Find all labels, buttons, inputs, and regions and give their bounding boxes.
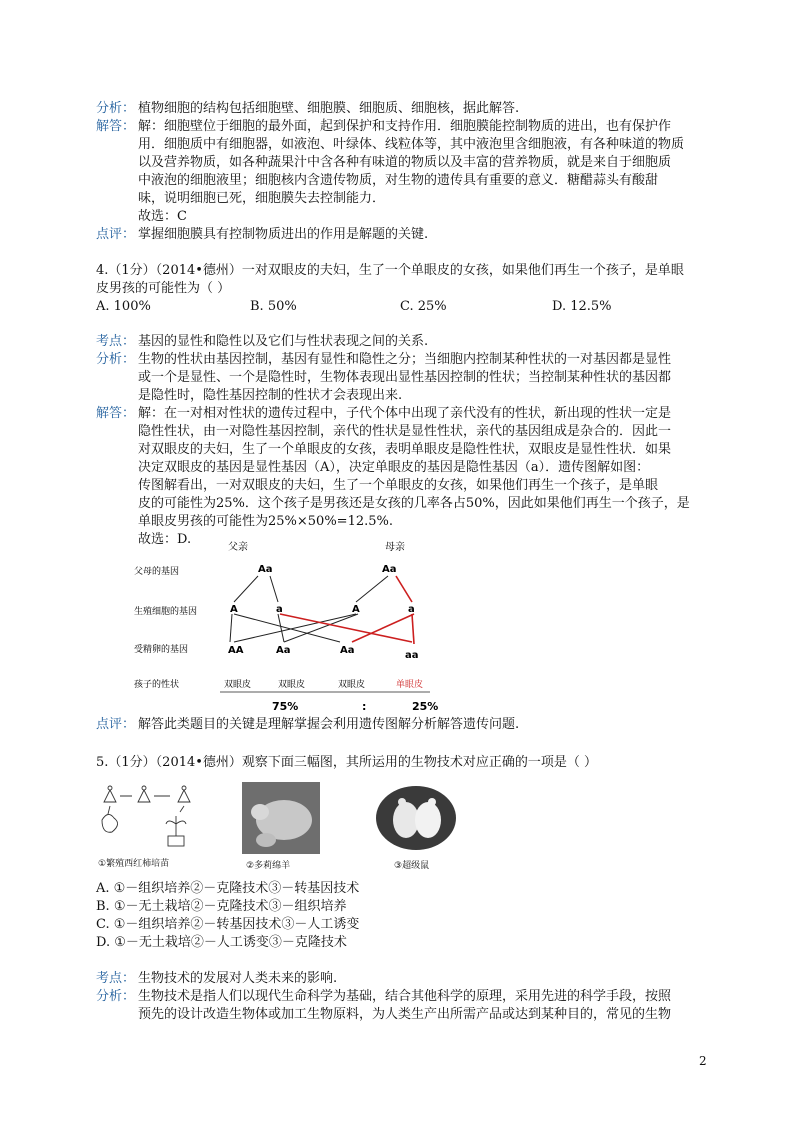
q5-analysis-line: 生物技术是指人们以现代生命科学为基础，结合其他科学的原理，采用先进的科学手段，按照 [138, 989, 672, 1004]
q5-option-b: B. ①－无土栽培②－克隆技术③－组织培养 [96, 899, 347, 914]
q5-option-c: C. ①－组织培养②－转基因技术③－人工诱变 [96, 917, 360, 932]
trait: 双眼皮 [338, 680, 366, 690]
analysis-tag: 分析： [96, 101, 136, 116]
trait: 单眼皮 [396, 680, 424, 690]
q3-answer-line: 味，说明细胞已死，细胞膜失去控制能力． [138, 191, 386, 206]
mother-label: 母亲 [385, 542, 405, 553]
q3-analysis: 植物细胞的结构包括细胞壁、细胞膜、细胞质、细胞核，据此解答. [138, 101, 520, 116]
ratio-sep: : [362, 700, 367, 713]
q3-comment: 掌握细胞膜具有控制物质进出的作用是解题的关键. [138, 227, 429, 242]
genetic-diagram [130, 532, 470, 714]
dolly-sheep-figure [240, 780, 322, 872]
gamete: A [352, 604, 360, 615]
q4-analysis-line: 生物的性状由基因控制，基因有显性和隐性之分；当细胞内控制某种性状的一对基因都是显性 [138, 352, 672, 367]
comment-tag: 点评： [96, 227, 136, 242]
q4-answer-line: 故选：D. [138, 532, 192, 547]
trait: 双眼皮 [224, 680, 252, 690]
q5-option-a: A. ①－组织培养②－克隆技术③－转基因技术 [96, 881, 360, 896]
analysis-tag: 分析： [96, 989, 136, 1004]
zygote: Aa [340, 645, 355, 656]
caption-3: ③超级鼠 [394, 861, 430, 871]
q4-analysis-line: 是隐性时，隐性基因控制的性状才会表现出来. [138, 388, 403, 403]
trait: 双眼皮 [278, 680, 306, 690]
q3-answer-line: 用．细胞质中有细胞器，如液泡、叶绿体、线粒体等，其中液泡里含细胞液，有各种味道的物质 [138, 137, 685, 152]
ratio-right: 25% [412, 700, 439, 713]
q4-option-b: B. 50% [250, 299, 297, 314]
zygote: aa [405, 650, 419, 661]
ratio-left: 75% [272, 700, 299, 713]
zygote: AA [228, 645, 244, 656]
gamete: a [276, 604, 283, 615]
kaodian-tag: 考点： [96, 334, 136, 349]
q4-comment: 解答此类题目的关键是理解掌握会利用遗传图解分析解答遗传问题. [138, 717, 520, 732]
analysis-tag: 分析： [96, 352, 136, 367]
q4-answer-line: 传图解看出，一对双眼皮的夫妇，生了一个单眼皮的女孩，如果他们再生一个孩子，是单眼 [138, 478, 659, 493]
q4-option-c: C. 25% [400, 299, 447, 314]
q5-option-d: D. ①－无土栽培②－人工诱变③－克隆技术 [96, 935, 347, 950]
q4-option-a: A. 100% [96, 299, 151, 314]
caption-2: ②多莉绵羊 [246, 861, 291, 871]
super-mouse-figure [370, 780, 462, 872]
parent-gene: Aa [382, 564, 397, 575]
q4-kaodian: 基因的显性和隐性以及它们与性状表现之间的关系. [138, 334, 429, 349]
answer-tag: 解答： [96, 119, 136, 134]
comment-tag: 点评： [96, 717, 136, 732]
q4-option-d: D. 12.5% [552, 299, 612, 314]
q4-stem: 4.（1分）（2014•德州）一对双眼皮的夫妇，生了一个单眼皮的女孩，如果他们再生一个孩子，是单眼 [96, 263, 684, 278]
parent-gene: Aa [258, 564, 273, 575]
father-label: 父亲 [228, 542, 248, 553]
q4-answer-line: 解：在一对相对性状的遗传过程中，子代个体中出现了亲代没有的性状，新出现的性状一定是 [138, 406, 672, 421]
page-number: 2 [699, 1054, 707, 1068]
gamete: a [408, 604, 415, 615]
row-label: 父母的基因 [134, 567, 180, 577]
q5-analysis-line: 预先的设计改造生物体或加工生物原料，为人类生产出所需产品或达到某种目的，常见的生物 [138, 1007, 672, 1022]
q3-answer-line: 以及营养物质，如各种蔬果汁中含各种有味道的物质以及丰富的营养物质，就是来自于细胞质 [138, 155, 672, 170]
q4-answer-line: 单眼皮男孩的可能性为25%×50%=12.5%. [138, 514, 394, 529]
q4-answer-line: 隐性性状，由一对隐性基因控制，亲代的性状是显性性状，亲代的基因组成是杂合的．因此一 [138, 424, 672, 439]
q4-answer-line: 皮的可能性为25%．这个孩子是男孩还是女孩的几率各占50%，因此如果他们再生一个孩子，是 [138, 496, 690, 511]
q4-stem: 皮男孩的可能性为（ ） [96, 281, 231, 296]
row-label: 受精卵的基因 [134, 645, 189, 655]
caption-1: ①繁殖西红柿培苗 [98, 859, 170, 869]
row-label: 生殖细胞的基因 [134, 607, 198, 617]
gamete: A [230, 604, 238, 615]
q3-answer-line: 故选：C [138, 209, 187, 224]
kaodian-tag: 考点： [96, 971, 136, 986]
q5-kaodian: 生物技术的发展对人类未来的影响. [138, 971, 338, 986]
row-label: 孩子的性状 [134, 680, 180, 690]
q4-answer-line: 决定双眼皮的基因是显性基因（A），决定单眼皮的基因是隐性基因（a）．遗传图解如图： [138, 460, 650, 475]
answer-tag: 解答： [96, 406, 136, 421]
q4-analysis-line: 或一个是显性、一个是隐性时，生物体表现出显性基因控制的性状；当控制某种性状的基因都 [138, 370, 672, 385]
q3-answer-line: 解：细胞壁位于细胞的最外面，起到保护和支持作用．细胞膜能控制物质的进出，也有保护作 [138, 119, 672, 134]
q4-answer-line: 对双眼皮的夫妇，生了一个单眼皮的女孩，表明单眼皮是隐性性状，双眼皮是显性性状．如果 [138, 442, 672, 457]
zygote: Aa [276, 645, 291, 656]
q3-answer-line: 中液泡的细胞液里；细胞核内含遗传物质，对生物的遗传具有重要的意义．糖醋蒜头有酸甜 [138, 173, 659, 188]
q5-stem: 5.（1分）（2014•德州）观察下面三幅图，其所运用的生物技术对应正确的一项是（ ） [96, 755, 598, 770]
tomato-seedling-figure [96, 780, 226, 872]
